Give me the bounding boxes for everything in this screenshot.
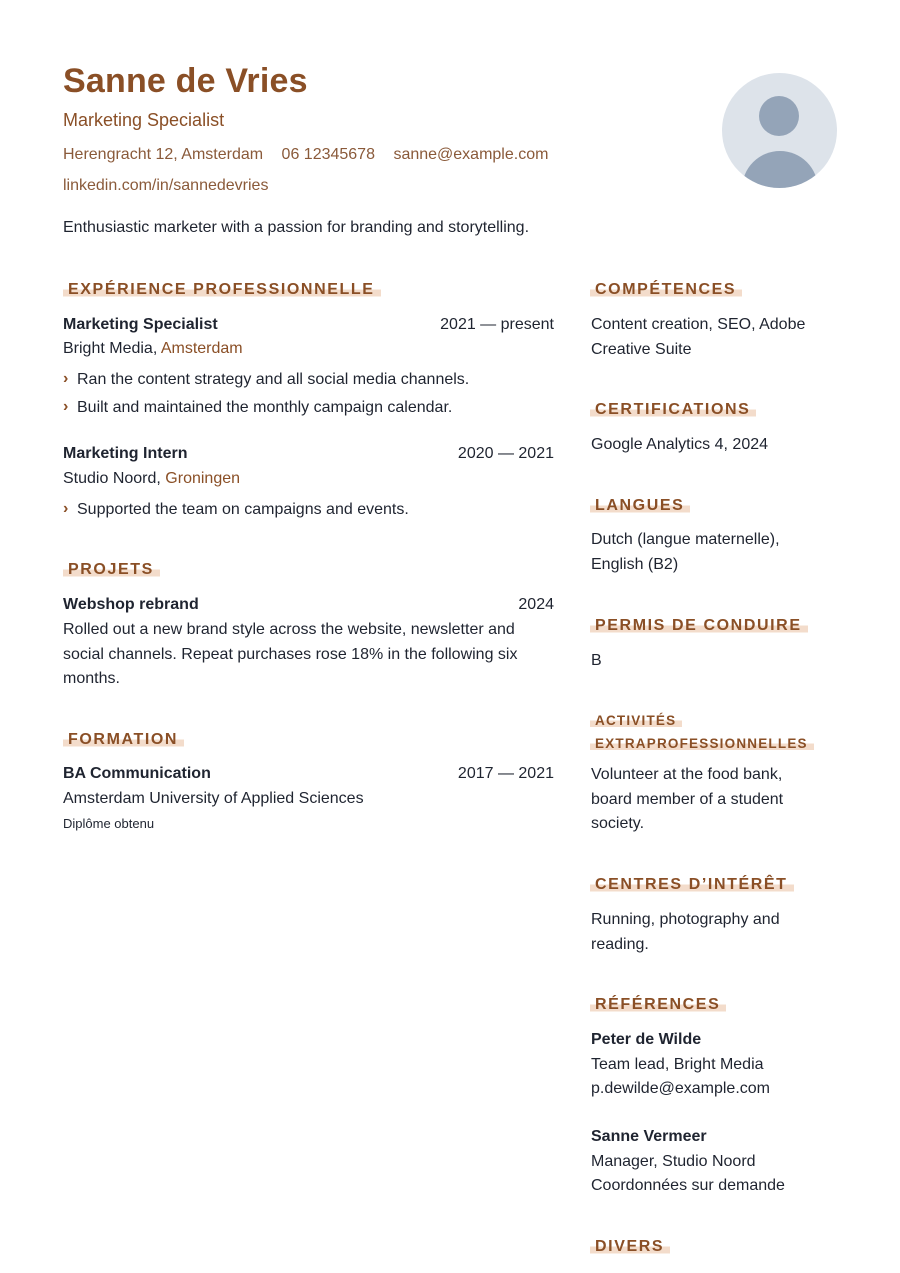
candidate-role: Marketing Specialist: [63, 110, 225, 130]
section-title-misc: DIVERS: [590, 1237, 670, 1257]
reference-contact: Coordonnées sur demande: [591, 1177, 785, 1194]
phone-text: 06 12345678: [281, 146, 375, 163]
activities-text: [591, 763, 783, 837]
reference-position: Manager, Studio Noord: [591, 1153, 756, 1170]
company-name: Bright Media,: [63, 340, 158, 357]
languages-line: Dutch (langue maternelle),: [591, 531, 780, 548]
description-line: Rolled out a new brand style across the website, newsletter and: [63, 621, 515, 638]
section-title-interests: CENTRES D’INTÉRÊT: [590, 875, 794, 895]
skills-text: [591, 313, 805, 362]
job-company: [63, 340, 243, 358]
activities-line: Volunteer at the food bank,: [591, 766, 783, 783]
project-date: 2024: [518, 596, 554, 613]
job-title: Marketing Specialist: [63, 316, 218, 333]
reference-name: Peter de Wilde: [591, 1031, 702, 1048]
reference-email[interactable]: p.dewilde@example.com: [591, 1080, 770, 1097]
section-title-license: PERMIS DE CONDUIRE: [590, 616, 808, 636]
section-title-certifications: CERTIFICATIONS: [590, 400, 756, 420]
section-title-skills: COMPÉTENCES: [590, 280, 742, 300]
languages-line: English (B2): [591, 555, 679, 573]
candidate-name: Sanne de Vries: [63, 62, 308, 100]
reference-position: Team lead, Bright Media: [591, 1056, 764, 1073]
description-line: social channels. Repeat purchases rose 18% in the following six: [63, 645, 518, 663]
company-city: Amsterdam: [160, 340, 243, 357]
linkedin-link[interactable]: linkedin.com/in/sannedevries: [63, 177, 269, 194]
section-title-references: RÉFÉRENCES: [590, 995, 726, 1015]
section-title-experience: EXPÉRIENCE PROFESSIONNELLE: [63, 280, 381, 300]
email-link[interactable]: sanne@example.com: [393, 146, 549, 163]
job-bullet: › Ran the content strategy and all social media channels.: [63, 371, 469, 389]
job-bullet: › Supported the team on campaigns and events.: [63, 501, 409, 519]
degree-title: BA Communication: [63, 765, 211, 782]
license-text: B: [591, 652, 602, 669]
degree-note: Diplôme obtenu: [63, 816, 155, 831]
profile-summary: Enthusiastic marketer with a passion for branding and storytelling.: [63, 219, 530, 236]
contact-line: [63, 146, 562, 164]
section-title-projects: PROJETS: [63, 560, 160, 580]
avatar-head-shape: [759, 96, 799, 136]
skills-line: Creative Suite: [591, 340, 692, 358]
school-name: Amsterdam University of Applied Sciences: [63, 790, 364, 807]
job-dates: 2021 — present: [440, 316, 554, 333]
degree-dates: 2017 — 2021: [457, 765, 554, 782]
avatar-body-shape: [742, 151, 818, 188]
languages-text: [591, 528, 780, 577]
certifications-text: Google Analytics 4, 2024: [591, 436, 769, 453]
address-text: Herengracht 12, Amsterdam: [63, 146, 264, 163]
interests-text: [591, 908, 780, 957]
skills-line: Content creation, SEO, Adobe: [591, 316, 806, 333]
interests-line: Running, photography and: [591, 911, 780, 928]
job-bullet: › Built and maintained the monthly campaign calendar.: [63, 399, 452, 417]
description-line: months.: [63, 670, 120, 687]
section-title-activities: ACTIVITÉS EXTRAPROFESSIONNELLES: [590, 709, 814, 755]
section-title-languages: LANGUES: [590, 496, 690, 516]
job-company: [63, 470, 240, 488]
interests-line: reading.: [591, 935, 649, 953]
activities-line: society.: [591, 815, 645, 832]
company-name: Studio Noord,: [63, 470, 161, 487]
section-title-education: FORMATION: [63, 730, 184, 750]
avatar-placeholder-icon: [722, 73, 837, 188]
job-dates: 2020 — 2021: [457, 445, 554, 462]
project-title: Webshop rebrand: [63, 596, 199, 613]
job-title: Marketing Intern: [63, 445, 188, 462]
reference-name: Sanne Vermeer: [591, 1128, 707, 1145]
company-city: Groningen: [165, 470, 241, 487]
activities-line: board member of a student: [591, 790, 784, 808]
project-description: [63, 618, 517, 692]
